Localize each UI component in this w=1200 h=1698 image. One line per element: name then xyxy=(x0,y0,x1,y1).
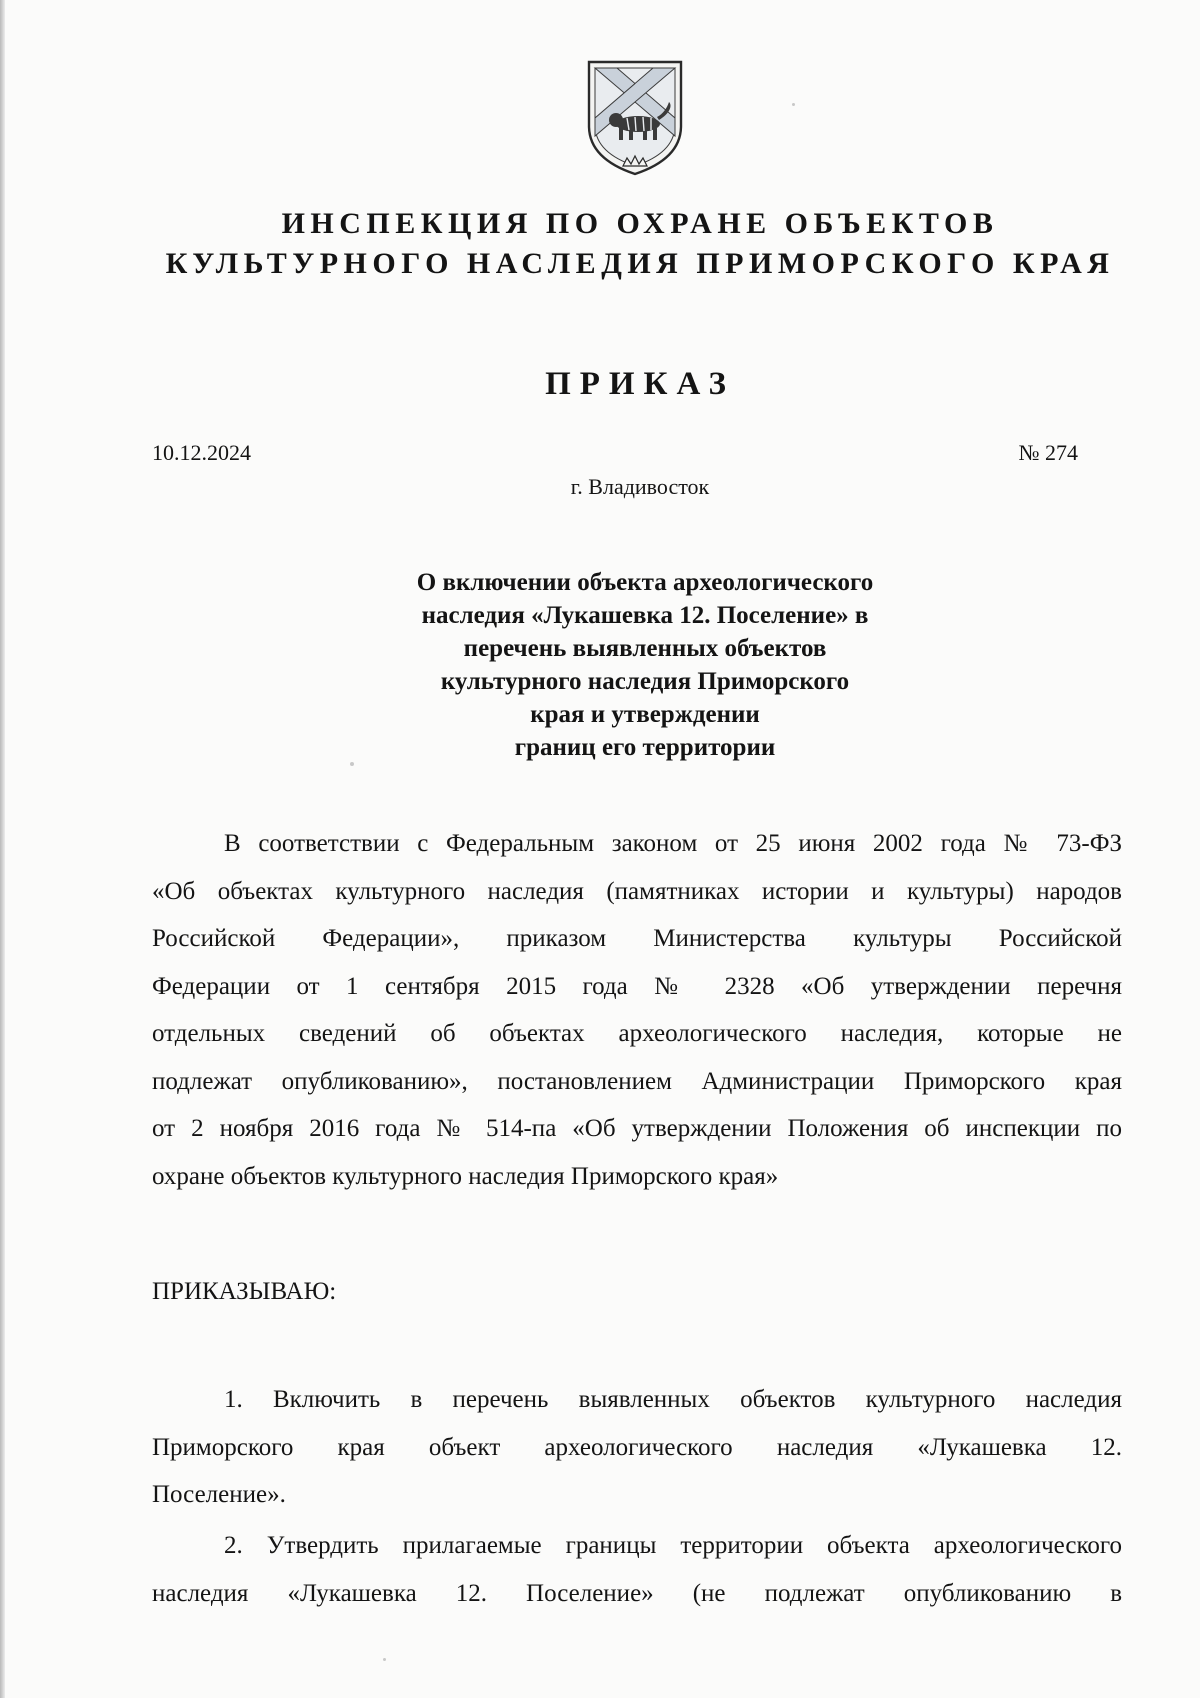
item-line: Приморского края объект археологического наследия «Лукашевка 12. xyxy=(152,1433,1122,1461)
subject-line: О включении объекта археологического xyxy=(416,569,874,596)
preamble-line: охране объектов культурного наследия Приморского края» xyxy=(152,1162,779,1190)
order-item-2 xyxy=(152,1522,1122,1617)
document-subject xyxy=(330,566,960,764)
order-item-1 xyxy=(152,1376,1122,1519)
document-city: г. Владивосток xyxy=(570,474,710,499)
preamble-line: Российской Федерации», приказом Министерства культуры Российской xyxy=(152,925,1122,952)
preamble-line: подлежат опубликованию», постановлением Администрации Приморского края xyxy=(152,1067,1122,1095)
coat-of-arms-icon xyxy=(583,56,687,178)
item-line: 2. Утвердить прилагаемые границы территории объекта археологического xyxy=(224,1532,1122,1559)
order-word: ПРИКАЗЫВАЮ: xyxy=(152,1278,337,1305)
scan-speckle xyxy=(383,1658,386,1661)
organization-name-line-2: КУЛЬТУРНОГО НАСЛЕДИЯ ПРИМОРСКОГО КРАЯ xyxy=(165,247,1115,280)
preamble-line: В соответствии с Федеральным законом от 25 июня 2002 года № 73-ФЗ xyxy=(224,830,1122,857)
document-type: ПРИКАЗ xyxy=(545,366,735,402)
preamble-paragraph xyxy=(152,820,1122,1200)
subject-line: края и утверждении xyxy=(530,701,760,728)
preamble-line: «Об объектах культурного наследия (памятниках истории и культуры) народов xyxy=(152,877,1122,905)
item-line: 1. Включить в перечень выявленных объектов культурного наследия xyxy=(224,1386,1122,1413)
document-number: № 274 xyxy=(1018,440,1078,465)
item-line: Поселение». xyxy=(152,1481,286,1508)
preamble-line: от 2 ноября 2016 года № 514-па «Об утверждении Положения об инспекции по xyxy=(152,1115,1122,1142)
subject-line: наследия «Лукашевка 12. Поселение» в xyxy=(421,602,869,629)
preamble-line: отдельных сведений об объектах археологического наследия, которые не xyxy=(152,1020,1122,1047)
document-date: 10.12.2024 xyxy=(152,440,251,465)
item-line: наследия «Лукашевка 12. Поселение» (не подлежат опубликованию в xyxy=(152,1579,1122,1607)
scan-speckle xyxy=(792,103,795,106)
subject-line: культурного наследия Приморского xyxy=(440,668,850,695)
organization-name-line-1: ИНСПЕКЦИЯ ПО ОХРАНЕ ОБЪЕКТОВ xyxy=(281,207,999,240)
subject-line: перечень выявленных объектов xyxy=(463,635,827,662)
preamble-line: Федерации от 1 сентября 2015 года № 2328 «Об утверждении перечня xyxy=(152,972,1122,1000)
scan-edge xyxy=(0,0,5,1698)
subject-line: границ его территории xyxy=(514,734,776,761)
